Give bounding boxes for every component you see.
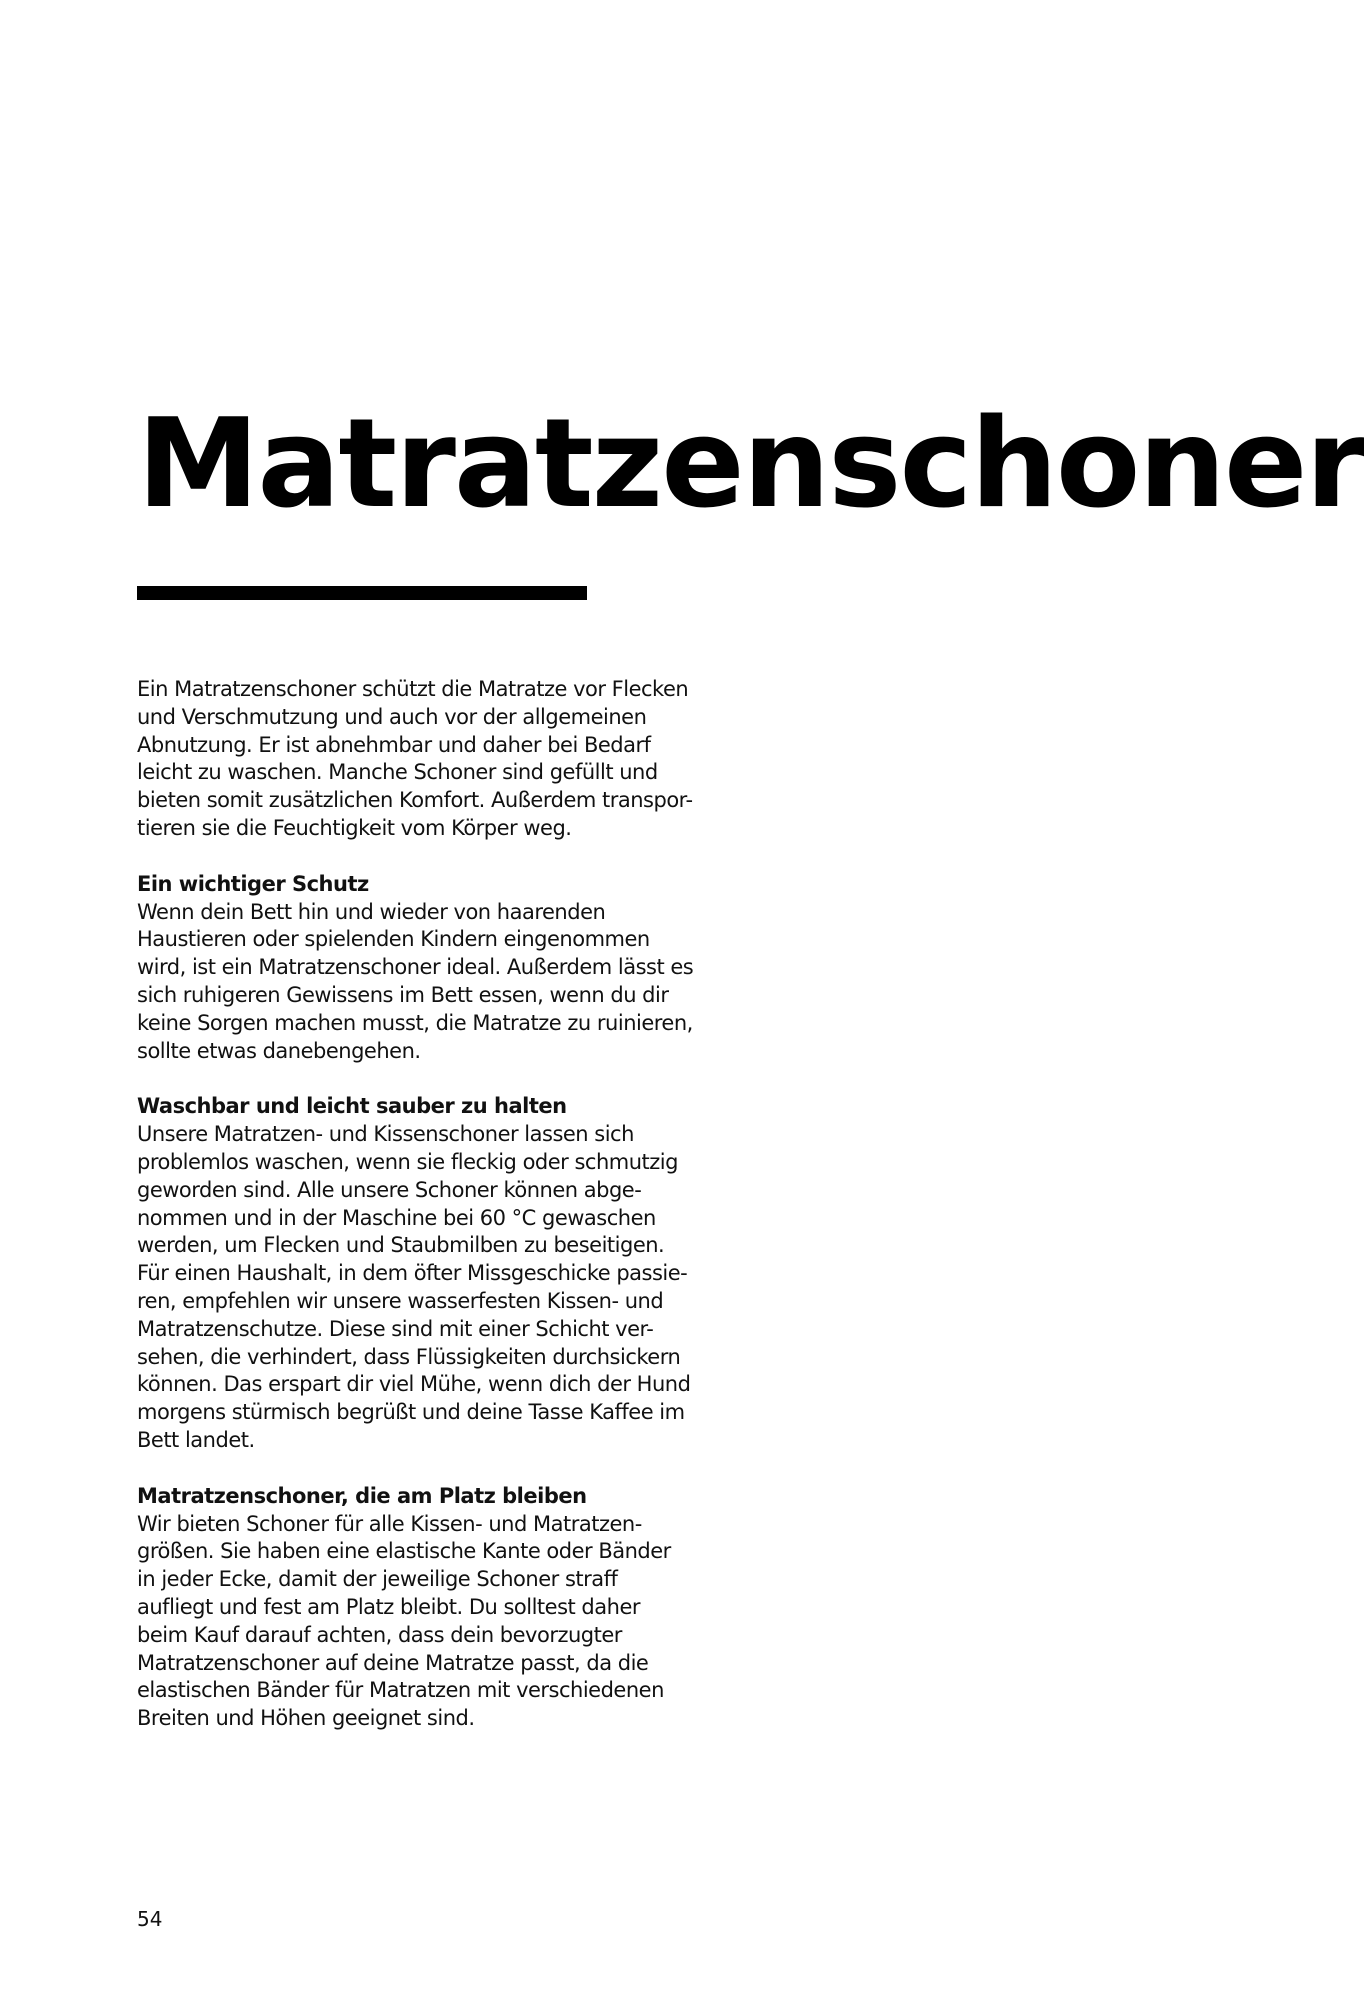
section-paragraph [137, 899, 749, 1066]
section-heading: Matratzenschoner, die am Platz bleiben [137, 1483, 587, 1508]
section-line: keine Sorgen machen musst, die Matratze zu ruinieren, [137, 1010, 693, 1035]
section-heading: Ein wichtiger Schutz [137, 871, 369, 896]
section-line: ren, empfehlen wir unsere wasserfesten Kissen- und [137, 1288, 664, 1313]
section-line: geworden sind. Alle unsere Schoner können abge- [137, 1177, 642, 1202]
section-stay-in-place [137, 1483, 749, 1733]
section-paragraph [137, 1511, 749, 1733]
article-body [137, 676, 749, 1733]
intro-line: und Verschmutzung und auch vor der allgemeinen [137, 704, 647, 729]
section-line: Für einen Haushalt, in dem öfter Missgeschicke passie- [137, 1261, 688, 1286]
section-line: morgens stürmisch begrüßt und deine Tasse Kaffee im [137, 1400, 685, 1425]
section-line: nommen und in der Maschine bei 60 °C gewaschen [137, 1205, 656, 1230]
section-line: sehen, die verhindert, dass Flüssigkeiten durchsickern [137, 1344, 681, 1369]
intro-line: bieten somit zusätzlichen Komfort. Außerdem transpor- [137, 788, 693, 813]
section-washable [137, 1093, 749, 1454]
page-number: 54 [137, 1907, 163, 1931]
intro-line: leicht zu waschen. Manche Schoner sind gefüllt und [137, 760, 658, 785]
section-line: können. Das erspart dir viel Mühe, wenn dich der Hund [137, 1372, 691, 1397]
section-line: problemlos waschen, wenn sie fleckig oder schmutzig [137, 1149, 678, 1174]
section-paragraph [137, 1121, 749, 1455]
section-line: Haustieren oder spielenden Kindern eingenommen [137, 927, 650, 952]
section-line: in jeder Ecke, damit der jeweilige Schoner straff [137, 1567, 618, 1592]
intro-line: tieren sie die Feuchtigkeit vom Körper weg. [137, 815, 572, 840]
section-line: elastischen Bänder für Matratzen mit verschiedenen [137, 1678, 664, 1703]
section-line: sich ruhigeren Gewissens im Bett essen, wenn du dir [137, 982, 669, 1007]
section-line: Wenn dein Bett hin und wieder von haarenden [137, 899, 606, 924]
section-line: aufliegt und fest am Platz bleibt. Du solltest daher [137, 1594, 640, 1619]
section-line: Matratzenschutze. Diese sind mit einer Schicht ver- [137, 1316, 654, 1341]
intro-paragraph [137, 676, 749, 843]
section-line: Bett landet. [137, 1427, 255, 1452]
section-line: Breiten und Höhen geeignet sind. [137, 1706, 475, 1731]
section-line: Matratzenschoner auf deine Matratze passt, da die [137, 1650, 649, 1675]
section-protection [137, 871, 749, 1066]
section-line: Unsere Matratzen- und Kissenschoner lassen sich [137, 1122, 634, 1147]
intro-line: Ein Matratzenschoner schützt die Matratze vor Flecken [137, 677, 689, 701]
section-line: beim Kauf darauf achten, dass dein bevorzugter [137, 1622, 622, 1647]
page-title: Matratzenschoner [137, 393, 1364, 536]
title-underline-rule [137, 586, 587, 600]
section-line: wird, ist ein Matratzenschoner ideal. Außerdem lässt es [137, 955, 694, 980]
section-line: größen. Sie haben eine elastische Kante oder Bänder [137, 1539, 671, 1564]
section-line: Wir bieten Schoner für alle Kissen- und Matratzen- [137, 1511, 642, 1536]
section-heading: Waschbar und leicht sauber zu halten [137, 1094, 567, 1119]
section-line: sollte etwas danebengehen. [137, 1038, 421, 1063]
section-line: werden, um Flecken und Staubmilben zu beseitigen. [137, 1233, 665, 1258]
intro-line: Abnutzung. Er ist abnehmbar und daher bei Bedarf [137, 732, 651, 757]
